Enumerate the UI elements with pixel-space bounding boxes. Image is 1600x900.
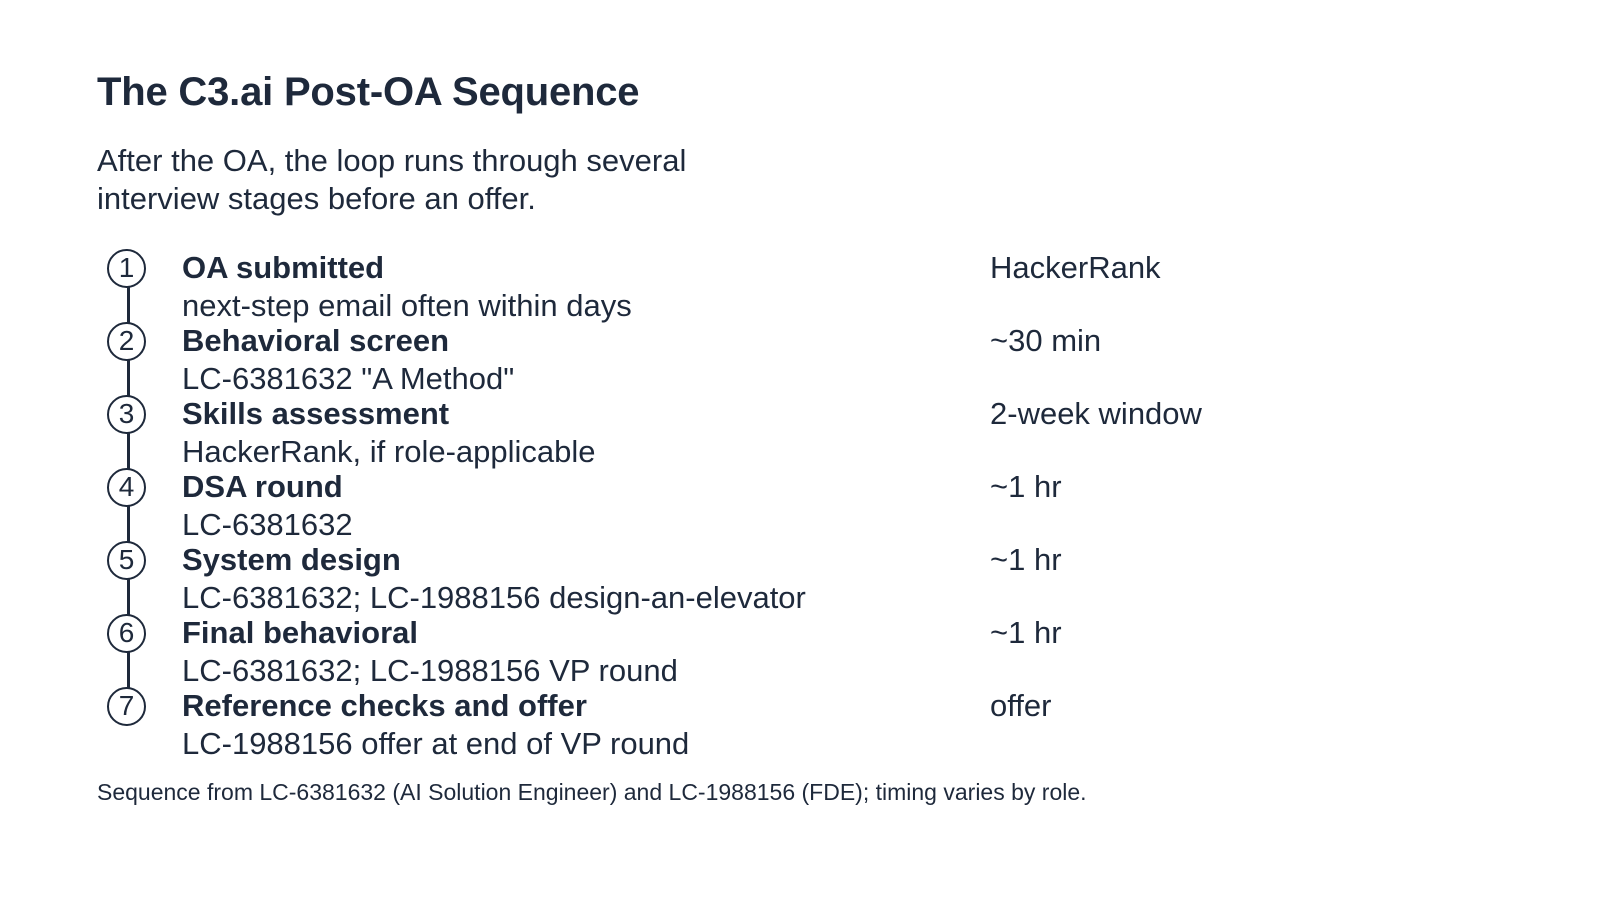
step-title: Behavioral screen [182,323,450,358]
step-detail: LC-6381632; LC-1988156 VP round [182,653,678,688]
step-detail: HackerRank, if role-applicable [182,434,596,469]
step-number-badge: 4 [107,468,146,507]
step-number-badge: 1 [107,249,146,288]
step-duration: HackerRank [990,250,1161,285]
step-title: OA submitted [182,250,385,285]
step-detail: LC-6381632 [182,507,353,542]
step-title: Reference checks and offer [182,688,587,723]
page-title: The C3.ai Post-OA Sequence [97,70,640,114]
source-footnote: Sequence from LC-6381632 (AI Solution Engineer) and LC-1988156 (FDE); timing varies by role. [97,779,1087,805]
step-detail: LC-1988156 offer at end of VP round [182,726,690,761]
step-duration: ~1 hr [990,542,1062,577]
step-duration: ~30 min [990,323,1102,358]
step-number-badge: 3 [107,395,146,434]
page-subtitle: After the OA, the loop runs through several interview stages before an offer. [97,143,687,216]
step-title: System design [182,542,401,577]
step-detail: LC-6381632; LC-1988156 design-an-elevator [182,580,806,615]
step-detail: next-step email often within days [182,288,632,323]
step-title: Final behavioral [182,615,419,650]
step-number-badge: 5 [107,541,146,580]
step-number-badge: 2 [107,322,146,361]
step-detail: LC-6381632 "A Method" [182,361,515,396]
step-title: DSA round [182,469,343,504]
step-number-badge: 6 [107,614,146,653]
step-number-badge: 7 [107,687,146,726]
step-duration: ~1 hr [990,615,1062,650]
step-title: Skills assessment [182,396,450,431]
step-duration: ~1 hr [990,469,1062,504]
step-duration: offer [990,688,1052,723]
step-duration: 2-week window [990,396,1202,431]
